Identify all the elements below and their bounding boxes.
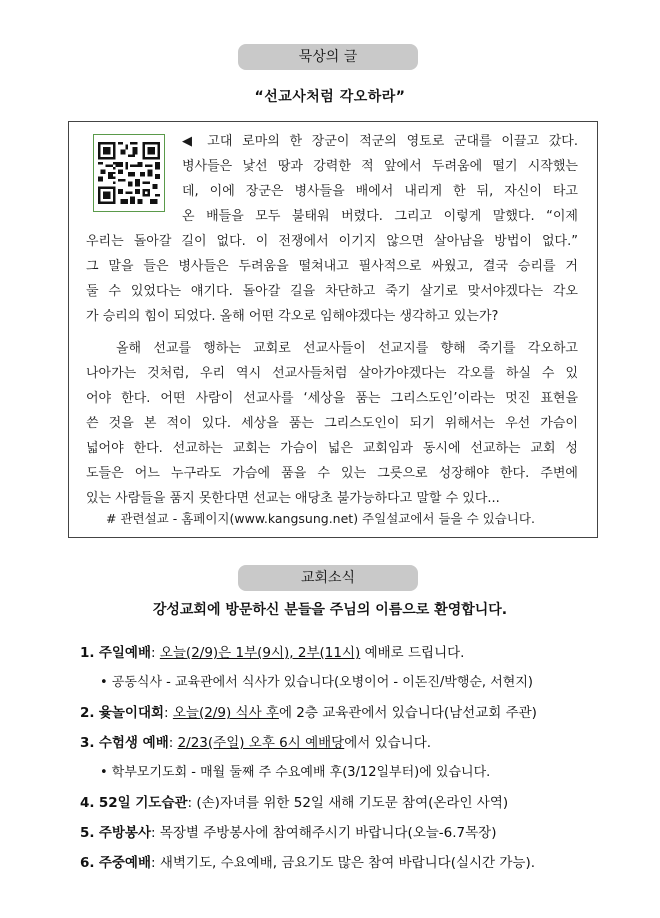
article-title: “선교사처럼 각오하라” [254, 89, 406, 105]
article-line: 가 승리의 힘이 되었다. 올해 어떤 각오로 임해야겠다는 생각하고 있는가? [86, 309, 499, 324]
article-line: 데, 이에 장군은 병사들을 배에서 내리게 한 뒤, 자신이 타고 [182, 184, 578, 199]
article-line: 둘 수 있었다는 얘기다. 돌아갈 길을 차단하고 죽기 살기로 맞서야겠다는 각오 [86, 284, 578, 299]
article-line: 있는 사람들을 품지 못한다면 선교는 애당초 불가능하다고 말할 수 있다... [86, 491, 500, 506]
article-line: 도들은 어느 누구라도 가슴에 품을 수 있는 그릇으로 성장해야 한다. 주변에 [86, 466, 578, 481]
news-item-prayer-habit: 4. 52일 기도습관: (손)자녀를 위한 52일 새해 기도문 참여(온라인 사역) [80, 795, 509, 811]
news-item-worship: 1. 주일예배: 오늘(2/9)은 1부(9시), 2부(11시) 예배로 드립니다. [80, 645, 465, 661]
news-item-yut-game: 2. 윷놀이대회: 오늘(2/9) 식사 후에 2층 교육관에서 있습니다(남선교회 주관) [80, 705, 537, 721]
meditation-header: 묵상의 글 [238, 44, 418, 70]
article-line: 병사들은 낯선 땅과 강력한 적 앞에서 두려움에 떨기 시작했는 [182, 159, 578, 174]
news-sub-meal: • 공동식사 - 교육관에서 식사가 있습니다(오병이어 - 이돈진/박행순, 서현지) [100, 675, 533, 690]
article-line: 그 말을 들은 병사들은 두려움을 떨쳐내고 필사적으로 싸웠고, 결국 승리를 거 [86, 259, 578, 274]
article-line: 나아가는 것처럼, 우리 역시 선교사들처럼 살아가야겠다는 각오를 하실 수 있 [86, 366, 578, 381]
news-item-weekday-worship: 6. 주중예배: 새벽기도, 수요예배, 금요기도 많은 참여 바랍니다(실시간 가능). [80, 855, 536, 871]
article-line: 어야 한다. 어떤 사람이 선교사를 ‘세상을 품는 그리스도인’이라는 멋진 표현을 [86, 391, 578, 406]
article-line: 쓴 것을 본 적이 있다. 세상을 품는 그리스도인이 되기 위해서는 우선 가슴이 [86, 416, 578, 431]
news-sub-parent-prayer: • 학부모기도회 - 매월 둘째 주 수요예배 후(3/12일부터)에 있습니다. [100, 765, 491, 780]
news-item-exam-worship: 3. 수험생 예배: 2/23(주일) 오후 6시 예배당에서 있습니다. [80, 735, 432, 751]
article-line: 온 배들을 모두 불태워 버렸다. 그리고 이렇게 말했다. “이제 [182, 209, 578, 224]
news-item-kitchen-service: 5. 주방봉사: 목장별 주방봉사에 참여해주시기 바랍니다(오늘-6.7목장) [80, 825, 497, 841]
sermon-note: # 관련설교 - 홈페이지(www.kangsung.net) 주일설교에서 들을 수 있습니다. [106, 511, 535, 526]
article-line: 우리는 돌아갈 길이 없다. 이 전쟁에서 이기지 않으면 살아남을 방법이 없다.” [86, 234, 578, 249]
qr-code-icon[interactable] [93, 134, 165, 212]
article-line: 넓어야 한다. 선교하는 교회는 가슴이 넓은 교회임과 동시에 선교하는 교회 성 [86, 441, 578, 456]
church-news-header: 교회소식 [238, 565, 418, 591]
welcome-message: 강성교회에 방문하신 분들을 주님의 이름으로 환영합니다. [152, 602, 508, 618]
article-line: ◀ 고대 로마의 한 장군이 적군의 영토로 군대를 이끌고 갔다. [182, 134, 578, 149]
article-line: 올해 선교를 행하는 교회로 선교사들이 선교지를 향해 죽기를 각오하고 [116, 341, 578, 356]
